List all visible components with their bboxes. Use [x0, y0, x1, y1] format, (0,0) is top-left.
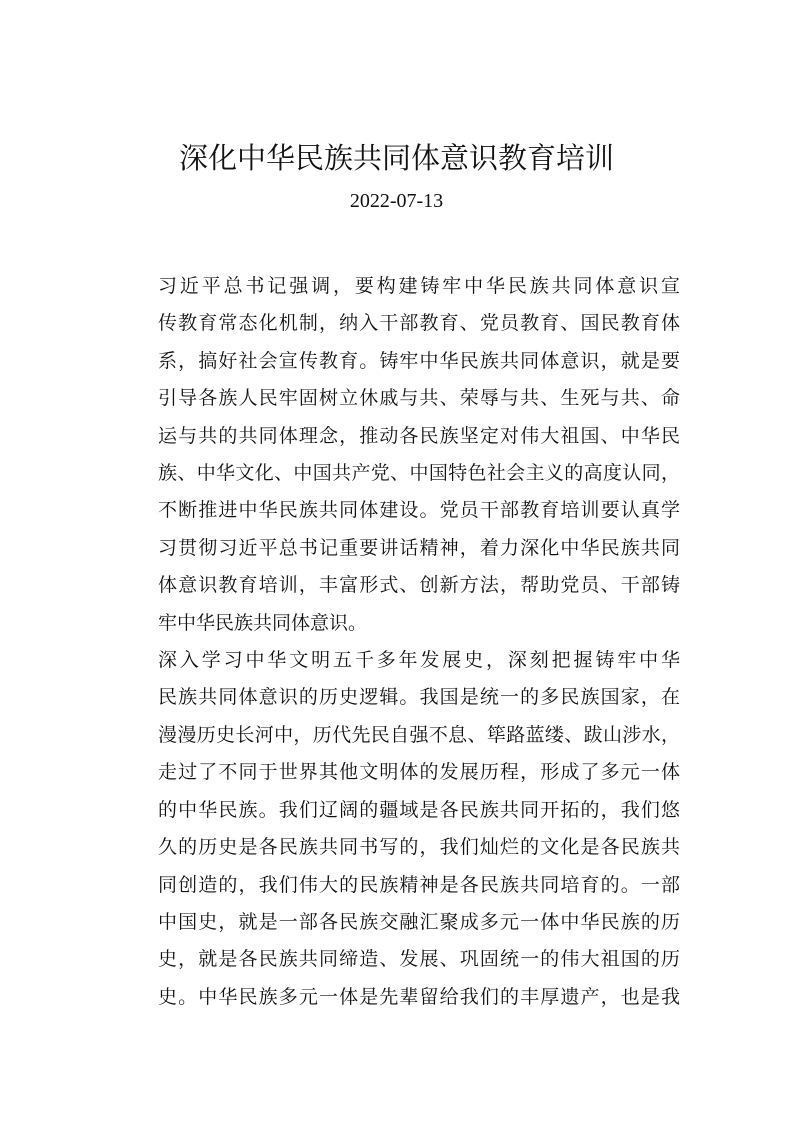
- document-date: 2022-07-13: [349, 190, 444, 212]
- paragraph-line: 同创造的，我们伟大的民族精神是各民族共同培育的。一部: [158, 873, 680, 896]
- paragraph-line: 牢中华民族共同体意识。: [158, 611, 368, 634]
- paragraph-line: 习近平总书记强调，要构建铸牢中华民族共同体意识宣: [158, 275, 680, 297]
- paragraph-line: 史。中华民族多元一体是先辈留给我们的丰厚遗产，也是我: [158, 985, 680, 1008]
- paragraph-line: 习贯彻习近平总书记重要讲话精神，着力深化中华民族共同: [158, 536, 680, 559]
- paragraph-1: [120, 268, 680, 642]
- paragraph-line: 族、中华文化、中国共产党、中国特色社会主义的高度认同，: [158, 462, 680, 485]
- paragraph-line: 史，就是各民族共同缔造、发展、巩固统一的伟大祖国的历: [158, 948, 680, 971]
- paragraph-line: 的中华民族。我们辽阔的疆域是各民族共同开拓的，我们悠: [158, 798, 680, 821]
- paragraph-line: 深入学习中华文明五千多年发展史，深刻把握铸牢中华: [158, 649, 680, 672]
- paragraph-line: 不断推进中华民族共同体建设。党员干部教育培训要认真学: [158, 499, 680, 522]
- paragraph-line: 中国史，就是一部各民族交融汇聚成多元一体中华民族的历: [158, 910, 680, 933]
- paragraph-line: 系，搞好社会宣传教育。铸牢中华民族共同体意识，就是要: [158, 349, 680, 372]
- paragraph-line: 民族共同体意识的历史逻辑。我国是统一的多民族国家，在: [158, 686, 680, 709]
- paragraph-line: 久的历史是各民族共同书写的，我们灿烂的文化是各民族共: [158, 836, 680, 859]
- paragraph-line: 运与共的共同体理念，推动各民族坚定对伟大祖国、中华民: [158, 424, 680, 447]
- paragraph-line: 体意识教育培训，丰富形式、创新方法，帮助党员、干部铸: [158, 574, 680, 597]
- paragraph-line: 漫漫历史长河中，历代先民自强不息、筚路蓝缕、跋山涉水，: [158, 723, 680, 746]
- document-body: [120, 268, 680, 1016]
- paragraph-2: [120, 642, 680, 1016]
- paragraph-line: 引导各族人民牢固树立休戚与共、荣辱与共、生死与共、命: [158, 387, 680, 410]
- paragraph-line: 走过了不同于世界其他文明体的发展历程，形成了多元一体: [158, 761, 680, 784]
- paragraph-line: 传教育常态化机制，纳入干部教育、党员教育、国民教育体: [158, 312, 680, 335]
- document-title: 深化中华民族共同体意识教育培训: [178, 141, 614, 175]
